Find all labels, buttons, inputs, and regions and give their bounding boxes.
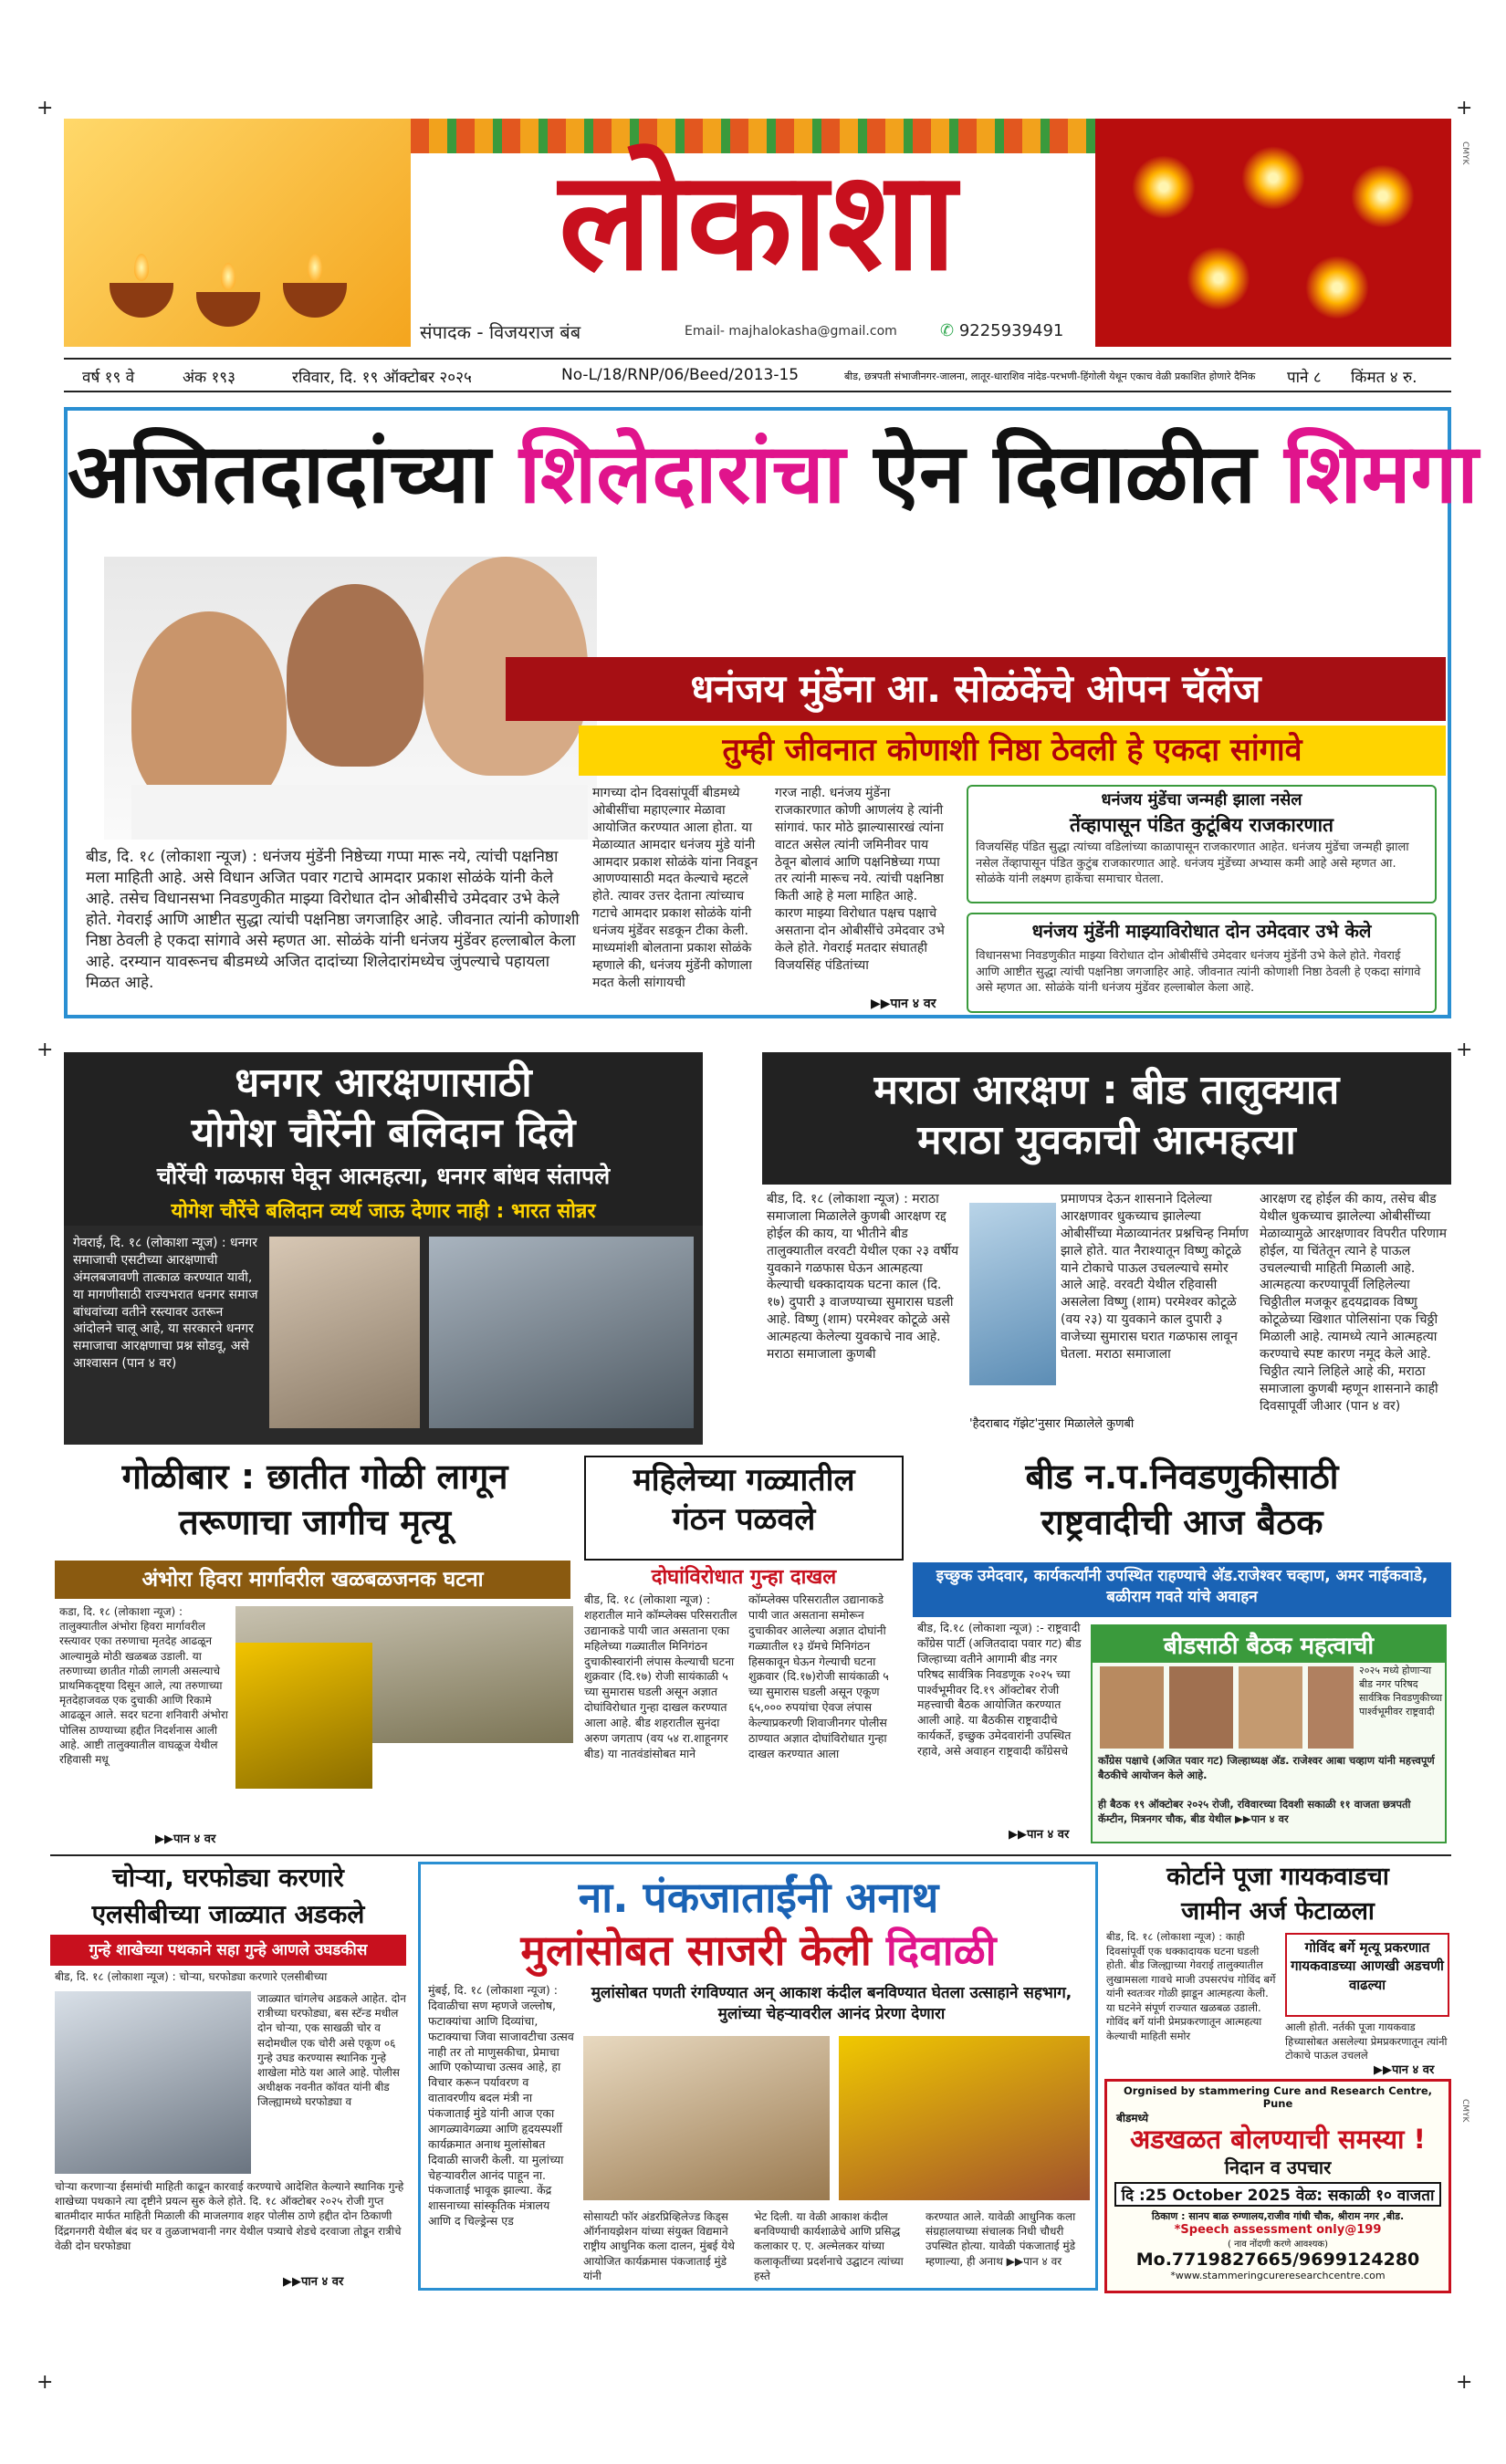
chorya-title: एलसीबीच्या जाळ्यात अडकले (91, 1899, 365, 1929)
continued-link[interactable]: ▶▶पान ४ वर (871, 997, 936, 1011)
coverage-line: बीड, छत्रपती संभाजीनगर-जालना, लातूर-धाराशिव नांदेड-परभणी-हिंगोली येथून एकाच वेळी प्रकाशित होणारे दैनिक (844, 371, 1256, 382)
cmyk-mark: CMYK (1460, 141, 1469, 165)
pankaja-title: ना. पंकजाताईंनी अनाथ (578, 1873, 939, 1922)
loyalty-strap: तुम्ही जीवनात कोणाशी निष्ठा ठेवली हे एकदा सांगावे (579, 726, 1446, 776)
golibar-text: कडा, दि. १८ (लोकाशा न्यूज) : तालुक्यातील अंभोरा हिवरा मार्गावरील रस्त्यावर एका तरुणाचा मृतदेह आढळून आल्यामुळे मोठी खळबळ उडाली. या तरुणाच्या छातीत गोळी लागली असल्याचे प्राथमिकदृष्ट्या दिसून आले, त्या तरुणाच्या मृतदेहाजवळ एक दुचाकी आणि रिकामे आढळून आले. सदर घटना शनिवारी अंभोरा पोलिस ठाण्याच्या हद्दीत निदर्शनास आली आहे. आष्टी तालुक्यातील वाघळूज येथील रहिवासी मधू (59, 1605, 228, 1766)
korti-title: कोर्टाने पूजा गायकवाडचा (1166, 1863, 1389, 1891)
pankaja-row-2: भेट दिली. या वेळी आकाश कंदील बनविण्याची कार्यशाळेचे आणि प्रसिद्ध कलाकार ए. ए. अल्मेलकर यांच्या कलाकृतींच्या प्रदर्शनाचे उद्घाटन त्यांच्या हस्ते (754, 2210, 904, 2282)
dhangar-subtitle: चौरेंची गळफास घेवून आत्महत्या, धनगर बांधव संतापले (156, 1163, 611, 1189)
dhangar-title: धनगर आरक्षणासाठी (235, 1060, 532, 1106)
golibar-tag: अंभोरा हिवरा मार्गावरील खळबळजनक घटना (55, 1561, 570, 1599)
lead-story (64, 407, 1479, 1018)
sidebox-text: विधानसभा निवडणुकीत माझ्या विरोधात दोन ओबीसींचे उमेदवार धनंजय मुंडेंनी उभे केले होते. गेवराई आणि आष्टीत सुद्धा त्यांची पक्षनिष्ठा जगजाहिर आहे. जीवनात त्यांनी कोणाशी निष्ठा ठेवली हे एकदा सांगावे असे म्हणत आ. सोळंके यांनी धनंजय मुंडेंवर हल्लाबोल केला आहे. (976, 949, 1421, 996)
maratha-title: मराठा आरक्षण : बीड तालुक्यात (873, 1067, 1340, 1113)
ncp-meeting-box (1091, 1624, 1447, 1843)
chorya-tag: गुन्हे शाखेच्या पथकाने सहा गुन्हे आणले उघडकीस (50, 1935, 406, 1966)
sidebox-title: धनंजय मुंडेंचा जन्मही झाला नसेल (1101, 790, 1302, 809)
mahila-headline-box (584, 1456, 904, 1561)
leader-photo (1100, 1666, 1164, 1749)
lead-column-3: गरज नाही. धनंजय मुंडेंना राजकारणात कोणी आणलंय हे त्यांनी सांगावं. फार मोठे झाल्यासारखं त्यांना वाटत असेल त्यांनी जमिनीवर पाय ठेवून बोलावं आणि पक्षनिष्ठेच्या गप्पा तर त्यांनी मारूच नये. त्यांची पक्षनिष्ठा किती आहे हे मला माहित आहे. कारण माझ्या विरोधात पक्षच पक्षाचे असताना दोन ओबीसींचे उमेदवार उभे केले होते. गेवराई मतदार संघातही विजयसिंह पंडितांच्या (775, 786, 945, 973)
ncp-title: बीड न.प.निवडणुकीसाठी (1025, 1456, 1339, 1497)
masthead-center (411, 119, 1095, 347)
dhangar-headline-block (64, 1052, 703, 1226)
email-contact: Email- majhalokasha@gmail.com (685, 324, 897, 339)
crop-mark: + (37, 97, 54, 120)
korti-title: जामीन अर्ज फेटाळला (1181, 1897, 1375, 1926)
editor-credit: संपादक - विजयराज बंब (420, 321, 581, 343)
lead-intro: बीड, दि. १८ (लोकाशा न्यूज) : धनंजय मुंडेंनी निष्ठेच्या गप्पा मारू नये, त्यांची पक्षनिष्ठा मला माहिती आहे. असे विधान अजित पवार गटाचे आमदार प्रकाश सोळंके यांनी केले आहे. तसेच विधानसभा निवडणुकीत माझ्या विरोधात दोन ओबीसीचे उमेदवार उभे केले होते. गेवराई आणि आष्टीत सुद्धा त्यांची पक्षनिष्ठा जगजाहिर आहे. जीवनात त्यांनी कोणाशी निष्ठा ठेवली हे एकदा सांगावे असे म्हणत आ. सोळंके यांनी धनंजय मुंडेंवर हल्लाबोल केला आहे. दरम्यान यावरूनच बीडमध्ये अजित दादांच्या शिलेदारांमध्येच जुंपल्याचे पहायला मिळत आहे. (86, 848, 580, 992)
mahila-col-1: बीड, दि. १८ (लोकाशा न्यूज) : शहरातील माने कॉम्प्लेक्स परिसरातील उद्यानाकडे पायी जात असताना एका महिलेच्या गळ्यातील मिनिगंठन दुचाकीस्वारांनी लंपास केल्याची घटना शुक्रवार (दि.१७) रोजी सायंकाळी ५ च्या सुमारास घडली असून अज्ञात दोघांविरोधात गुन्हा दाखल करण्यात आला आहे. बीड शहरातील सुनंदा अरुण जगताप (वय ५४ रा.शाहूनगर बीड) या नातवंडांसोबत माने (584, 1592, 737, 1760)
ad-city: बीडमध्ये (1116, 2112, 1149, 2125)
maratha-col-1: बीड, दि. १८ (लोकाशा न्यूज) : मराठा समाजाला मिळालेले कुणबी आरक्षण रद्द होईल की काय, या भीतीने बीड तालुक्यातील वरवटी येथील एका २३ वर्षीय युवकाने गळफास घेऊन आत्महत्या केल्याची धक्कादायक घटना काल (दि. १७) दुपारी ३ वाजण्याच्या सुमारास घडली आहे. विष्णु (शाम) परमेश्वर कोटूळे असे आत्महत्या केलेल्या युवकाचे नाव आहे. मराठा समाजाला कुणबी (767, 1192, 959, 1363)
youth-photo (969, 1203, 1056, 1385)
korti-box: गोविंद बर्गे मृत्यू प्रकरणात गायकवाडच्या आणखी अडचणी वाढल्या (1285, 1933, 1449, 2017)
ncp-box-foot: ही बैठक १९ ऑक्टोबर २०२५ रोजी, रविवारच्या दिवशी सकाळी ११ वाजता छत्रपती कॅम्टीन, मित्रनगर चौक, बीड येथील ▶▶पान ४ वर (1098, 1798, 1411, 1825)
crop-mark: + (37, 2371, 54, 2394)
dhangar-quote: योगेश चौरेंचे बलिदान व्यर्थ जाऊ देणार नाही : भारत सोन्नर (171, 1200, 596, 1223)
dhangar-title: योगेश चौरेंनी बलिदान दिले (191, 1110, 576, 1156)
whatsapp-icon: ✆ (940, 321, 955, 340)
golibar-title: गोळीबार : छातीत गोळी लागून (121, 1456, 508, 1497)
divider (50, 1854, 1451, 1856)
ncp-appeal: इच्छुक उमेदवार, कार्यकर्त्यांनी उपस्थित राहण्याचे अ‍ॅड.राजेश्वर चव्हाण, अमर नाईकवाडे, बळीराम गवते यांचे अवाहन (936, 1567, 1428, 1606)
ad-organizer: Orgnised by stammering Cure and Research Centre, Pune (1123, 2084, 1433, 2110)
ad-date: दि :25 October 2025 वेळ: सकाळी १० वाजता (1114, 2182, 1441, 2207)
leader-photo (1239, 1666, 1302, 1749)
ad-address: ठिकाण : सानप बाळ रुग्णालय,राजीव गांधी चौक, श्रीराम नगर ,बीड. (1151, 2209, 1405, 2222)
ad-subtitle: निदान व उपचार (1224, 2156, 1332, 2178)
challenge-strap: धनंजय मुंडेंना आ. सोळंकेंचे ओपन चॅलेंज (506, 657, 1446, 721)
ad-website[interactable]: *www.stammeringcureresearchcentre.com (1170, 2269, 1386, 2281)
issue-date: रविवार, दि. १९ ऑक्टोबर २०२५ (292, 369, 472, 387)
crop-mark: + (37, 1039, 54, 1061)
price: किंमत ४ रु. (1351, 369, 1417, 387)
diya-artwork (64, 119, 411, 347)
sidebox-text: विजयसिंह पंडित सुद्धा त्यांच्या वडिलांच्या काळापासून राजकारणात आहेत. धनंजय मुंडेंचा जन्मही झाला नसेल तेंव्हापासून पंडित कुटुंब राजकारणात आहे. धनंजय मुंडेंच्या अभ्यास कमी आहे असे म्हणत आ. सोळंके यांनी लक्ष्मण हाकेंचा समाचार घेतला. (976, 840, 1409, 887)
crop-mark: + (1456, 2371, 1473, 2394)
continued-link[interactable]: ▶▶पान ४ वर (1009, 1828, 1070, 1842)
chorya-bottom: चोऱ्या करणाऱ्या ईसमांची माहिती काढून कारवाई करण्याचे आदेशित केल्याने स्थानिक गुन्हे शाखेच्या पथकाने त्या दृष्टीने प्रयत्न सुरु केले होते. दि. १८ ऑक्टोबर २०२५ रोजी गुप्त बातमीदार मार्फत माहिती मिळाली की माजलगाव शहर पोलीस ठाणे हद्दीत दोन ठिकाणी दिंद्रगनगरी येथील बंद घर व तुळजाभवानी नगर येथील पत्र्याचे शेडचे दरवाजा तोडून रात्रीचे वेळी दोन घरफोड्या (55, 2180, 404, 2252)
maratha-title: मराठा युवकाची आत्महत्या (917, 1117, 1296, 1164)
dhangar-story (64, 1226, 703, 1445)
maratha-col-3: आरक्षण रद्द होईल की काय, तसेच बीड येथील धुकच्याच झालेल्या ओबीसींच्या मेळाव्यामुळे आरक्षणावर विपरीत परिणाम होईल, या चिंतेतून त्याने हे पाऊल उचलल्याची माहिती मिळाली आहे. आत्महत्या करण्यापूर्वी लिहिलेल्या चिठ्ठीतील मजकूर हृदयद्रावक विष्णु कोटूळेच्या खिशात पोलिसांना एक चिठ्ठी मिळाली आहे. त्यामध्ये त्याने आत्महत्या करण्याचे स्पष्ट कारण नमूद केले आहे. चिठ्ठीत त्याने लिहिले आहे की, मराठा समाजाला कुणबी म्हणून शासनाने काही दिवसापूर्वी जीआर (पान ४ वर) (1260, 1192, 1447, 1414)
chorya-title: चोऱ्या, घरफोड्या करणारे (112, 1863, 344, 1893)
page-count: पाने ८ (1287, 369, 1322, 387)
issue-info-bar (64, 358, 1451, 392)
lead-headline: अजितदादांच्या शिलेदारांचा ऐन दिवाळीत शिमगा (68, 426, 1479, 522)
leader-photo (1308, 1666, 1354, 1749)
continued-link[interactable]: ▶▶पान ४ वर (155, 1832, 216, 1846)
cmyk-mark: CMYK (1460, 2099, 1469, 2123)
dhangar-text: गेवराई, दि. १८ (लोकाशा न्यूज) : धनगर समाजाची एसटीच्या आरक्षणाची अंमलबजावणी तात्काळ करण्यात यावी, या मागणीसाठी राज्यभरात धनगर समाज बांधवांच्या वतीने रस्त्यावर उतरून आंदोलने चालू आहे, या सरकारने धनगर समाजाचा आरक्षणाचा प्रश्न सोडवू, असे आश्वासन (पान ४ वर) (73, 1236, 258, 1372)
protest-photo (429, 1237, 694, 1428)
pankaja-col-1: मुंबई, दि. १८ (लोकाशा न्यूज) : दिवाळीचा सण म्हणजे जल्लोष, फटाक्यांचा आणि दिव्यांचा, फटाक्याचा जिवा साजावटीचा उत्सव नाही तर तो माणुसकीचा, प्रेमाचा आणि एकोप्याचा उत्सव आहे, हा विचार करून पर्यावरण व वातावरणीय बदल मंत्री ना पंकजाताई मुंडे यांनी आज एका आगळ्यावेगळ्या आणि हृदयस्पर्शी कार्यक्रमात अनाथ मुलांसोबत दिवाळी साजरी केली. या मुलांच्या चेहऱ्यावरील आनंद पाहून ना. पंकजाताई भावूक झाल्या. केंद्र शासनाच्या सांस्कृतिक मंत्रालय आणि द चिल्ड्रेन्स एड (428, 1983, 574, 2229)
pankaja-photo-1 (583, 2036, 830, 2200)
pankaja-row-1: सोसायटी फॉर अंडरप्रिव्हिलेज्ड किड्स ऑर्गनायझेशन यांच्या संयुक्त विद्यमाने राष्ट्रीय आधुनिक कला दालन, मुंबई येथे आयोजित कार्यक्रमास पंकजाताई मुंडे यांनी (583, 2210, 735, 2282)
deceased-photo (235, 1643, 372, 1789)
ncp-box-foot: काँग्रेस पक्षाचे (अजित पवार गट) जिल्हाध्यक्ष अ‍ॅड. राजेश्वर आबा चव्हाण यांनी महत्त्वपूर्ण बैठकीचे आयोजन केले आहे. (1098, 1754, 1435, 1781)
ncp-text: बीड, दि.१८ (लोकाशा न्यूज) :- राष्ट्रवादी काँग्रेस पार्टी (अजितदादा पवार गट) बीड जिल्हाच्या वतीने आगामी बीड नगर परिषद सार्वत्रिक निवडणूक २०२५ च्या पार्श्वभूमीवर दि.१९ ऑक्टोबर रोजी महत्त्वाची बैठक आयोजित करण्यात आली आहे. या बैठकीस राष्ट्रवादीचे कार्यकर्ते, इच्छुक उमेदवारांनी उपस्थित रहावे, असे अवाहन राष्ट्रवादी काँग्रेसचे (917, 1621, 1082, 1758)
pankaja-subtitle: मुलांसोबत पणती रंगविण्यात अन् आकाश कंदील बनविण्यात घेतला उत्साहाने सहभाग, मुलांच्या चेहऱ्यावरील आनंद प्रेरणा देणारा (591, 1984, 1072, 2023)
mahila-title: महिलेच्या गळ्यातील (633, 1462, 855, 1498)
crop-mark: + (1456, 1039, 1473, 1061)
ad-phone[interactable]: Mo.7719827665/9699124280 (1135, 2249, 1420, 2270)
ad-note-2: ( नाव नोंदणी करणे आवश्यक) (1228, 2239, 1328, 2250)
year: वर्ष १९ वे (82, 369, 135, 387)
maratha-col-2: प्रमाणपत्र देऊन शासनाने दिलेल्या आरक्षणावर धुकच्याच झालेल्या ओबीसींच्या मेळाव्यानंतर प्रश्नचिन्ह निर्माण झाले होते. यात नैराश्यातून विष्णु कोटूळे याने टोकाचे पाऊल उचलल्याचे समोर आले आहे. वरवटी येथील रहिवासी असलेला विष्णु (शाम) परमेश्वर कोटूळे (वय २३) या युवकाने काल दुपारी ३ वाजेच्या सुमारास घरात गळफास लावून घेतला. मराठा समाजाला (1061, 1192, 1249, 1363)
sidebox-title: तेंव्हापासून पंडित कुटूंबिय राजकारणात (1069, 814, 1334, 836)
leader-photo (1169, 1666, 1233, 1749)
ncp-title: राष्ट्रवादीची आज बैठक (1041, 1502, 1323, 1542)
lead-column-2: मागच्या दोन दिवसांपूर्वी बीडमध्ये ओबीसींचा महाएल्गार मेळावा आयोजित करण्यात आला होता. या मेळाव्यात आमदार धनंजय मुंडे यांनी आमदार प्रकाश सोळंके यांना निवडून आणण्यासाठी मदत केल्याचे म्हटले होते. त्यावर उत्तर देताना त्यांच्याच गटाचे आमदार प्रकाश सोळंके यांनी धनंजय मुंडेंवर सडकून टीका केली. माध्यमांशी बोलताना प्रकाश सोळंके म्हणाले की, धनंजय मुंडेंनी कोणाला मदत केली सांगायची (592, 786, 758, 990)
phone-contact: ✆ 9225939491 (940, 321, 1064, 340)
continued-link[interactable]: ▶▶पान ४ वर (283, 2275, 344, 2289)
chorya-column: जाळ्यात चांगलेच अडकले आहेत. दोन रात्रीच्या घरफोड्या, बस स्टॅन्ड मधील दोन चोऱ्या, एक साखळी चोर व सदोमधील एक चोरी असे एकूण ०६ गुन्हे उघड करण्यास स्थानिक गुन्हे शाखेला मोठे यश आले आहे. पोलीस अधीक्षक नवनीत कॉवत यांनी बीड जिल्ह्यामध्ये घरफोड्या व (257, 1992, 406, 2109)
ncp-box-title: बीडसाठी बैठक महत्वाची (1093, 1626, 1445, 1663)
korti-text-2: आली होती. नर्तकी पूजा गायकवाड हिच्यासोबत असलेल्या प्रेमप्रकरणातून त्यांनी टोकाचे पाऊल उचलले (1285, 2020, 1448, 2062)
pandit-sidebox (967, 785, 1437, 903)
issue-number: अंक १९३ (183, 369, 235, 387)
crop-mark: + (1456, 97, 1473, 120)
continued-link[interactable]: ▶▶पान ४ वर (1374, 2063, 1435, 2077)
candidates-sidebox (967, 913, 1437, 1013)
golibar-title: तरूणाचा जागीच मृत्यू (178, 1502, 452, 1542)
mahila-col-2: कॉम्प्लेक्स परिसरातील उद्यानाकडे पायी जात असताना समोरून दुचाकीवर आलेल्या अज्ञात दोघांनी गळ्यातील १३ ग्रॅमचे मिनिगंठन हिसकावून घेऊन गेल्याची घटना शुक्रवार (दि.१७)रोजी सायंकाळी ५ च्या सुमारास घडली असून एकूण ६५,००० रुपयांचा ऐवज लंपास केल्याप्रकरणी शिवाजीनगर पोलीस ठाण्यात अज्ञात दोघांविरोधात गुन्हा दाखल करण्यात आला (748, 1592, 889, 1760)
stammering-ad (1104, 2079, 1451, 2293)
masthead (64, 119, 1451, 347)
arrest-photo (55, 1991, 251, 2174)
ad-headline: अडखळत बोलण्याची समस्या ! (1130, 2124, 1426, 2155)
mahila-subtitle: दोघांविरोधात गुन्हा दाखल (651, 1566, 837, 1589)
pankaja-title-line: मुलांसोबत साजरी केली दिवाळी (520, 1926, 997, 1975)
maratha-caption: 'हैदराबाद गॅझेट'नुसार मिळालेले कुणबी (969, 1417, 1135, 1431)
pankaja-story (418, 1862, 1098, 2291)
ad-note: *Speech assessment only@199 (1174, 2222, 1382, 2237)
victim-photo (269, 1237, 420, 1428)
maratha-headline-block (762, 1052, 1451, 1185)
pankaja-row-3: करण्यात आले. यावेळी आधुनिक कला संग्रहालयाच्या संचालक निधी चौधरी उपस्थित होत्या. यावेळी पंकजाताई मुंडे म्हणाल्या, ही अनाथ ▶▶पान ४ वर (926, 2210, 1076, 2268)
korti-text: बीड, दि. १८ (लोकाशा न्यूज) : काही दिवसांपूर्वी एक धक्कादायक घटना घडली होती. बीड जिल्ह्याच्या गेवराई तालुक्यातील लुखामसला गावचे माजी उपसरपंच गोविंद बर्गे यांनी स्वतःवर गोळी झाडून आत्महत्या केली. या घटनेने संपूर्ण राज्यात खळबळ उडाली. गोविंद बर्गे यांनी प्रेमप्रकरणातून आत्महत्या केल्याची माहिती समोर (1106, 1930, 1276, 2042)
newspaper-logo: लोकाशा (559, 141, 957, 301)
pankaja-photo-2 (839, 2036, 1090, 2200)
mahila-title: गंठन पळवले (672, 1500, 816, 1538)
ncp-box-text: २०२५ मध्ये होणाऱ्या बीड नगर परिषद सार्वत्रिक निवडणुकीच्या पार्श्वभूमीवर राष्ट्रवादी (1359, 1665, 1443, 1717)
registration-number: No-L/18/RNP/06/Beed/2013-15 (561, 366, 800, 384)
ncp-appeal-band (913, 1562, 1451, 1617)
chorya-lead: बीड, दि. १८ (लोकाशा न्यूज) : चोऱ्या, घरफोड्या करणारे एलसीबीच्या (55, 1970, 328, 1983)
fireworks-artwork (1095, 119, 1451, 347)
sidebox-title: धनंजय मुंडेंनी माझ्याविरोधात दोन उमेदवार उभे केले (1031, 920, 1372, 942)
